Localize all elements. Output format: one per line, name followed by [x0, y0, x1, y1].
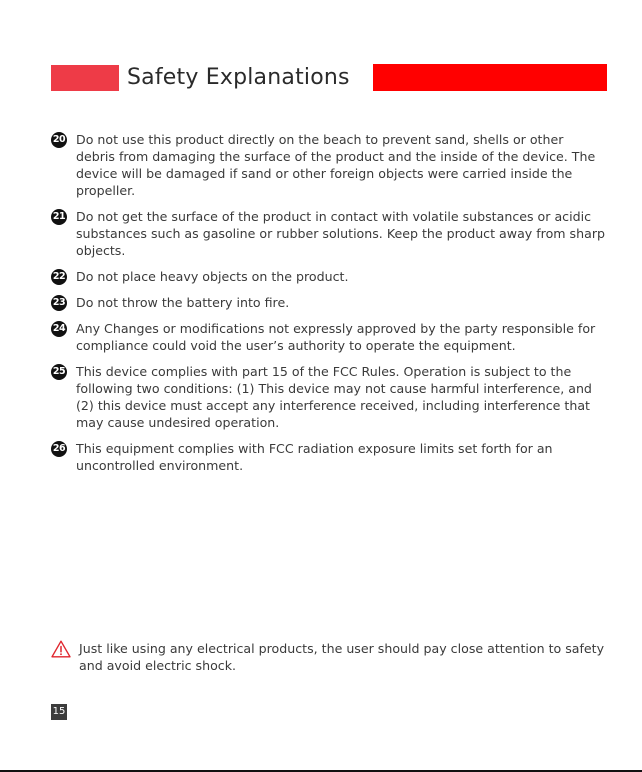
item-text: Do not throw the battery into fire. [76, 295, 290, 310]
list-item [51, 440, 606, 474]
page-number: 15 [51, 704, 67, 720]
warning-triangle-icon [51, 640, 71, 658]
list-item [51, 294, 606, 311]
item-number-badge: 21 [51, 209, 67, 225]
item-number-badge: 23 [51, 295, 67, 311]
item-number-badge: 22 [51, 269, 67, 285]
list-item [51, 208, 606, 259]
section-header [51, 63, 607, 93]
item-text: Do not use this product directly on the beach to prevent sand, shells or other debris from damaging the surface of the product and the inside of the device. The device will be damaged if sand or other foreign objects were carried inside the propeller. [76, 132, 596, 198]
header-accent-bar-right [373, 64, 607, 91]
item-text: Any Changes or modifications not expressly approved by the party responsible for compliance could void the user’s authority to operate the equipment. [76, 321, 596, 353]
item-number-badge: 20 [51, 132, 67, 148]
item-text: Do not get the surface of the product in contact with volatile substances or acidic substances such as gasoline or rubber solutions. Keep the product away from sharp objects. [76, 209, 605, 258]
list-item [51, 131, 606, 199]
item-number-badge: 26 [51, 441, 67, 457]
item-number-badge: 25 [51, 364, 67, 380]
list-item [51, 363, 606, 431]
safety-warning [51, 640, 606, 674]
item-text: This equipment complies with FCC radiation exposure limits set forth for an uncontrolled environment. [76, 441, 553, 473]
list-item [51, 320, 606, 354]
page-title: Safety Explanations [127, 65, 350, 90]
list-item [51, 268, 606, 285]
header-accent-bar-left [51, 65, 119, 91]
item-text: Do not place heavy objects on the product. [76, 269, 349, 284]
warning-text: Just like using any electrical products, the user should pay close attention to safety and avoid electric shock. [79, 641, 605, 673]
item-number-badge: 24 [51, 321, 67, 337]
safety-list [51, 131, 606, 483]
item-text: This device complies with part 15 of the FCC Rules. Operation is subject to the following two conditions: (1) This device may not cause harmful interference, and (2) this device must accept any interference received, including interference that may cause undesired operation. [76, 364, 592, 430]
